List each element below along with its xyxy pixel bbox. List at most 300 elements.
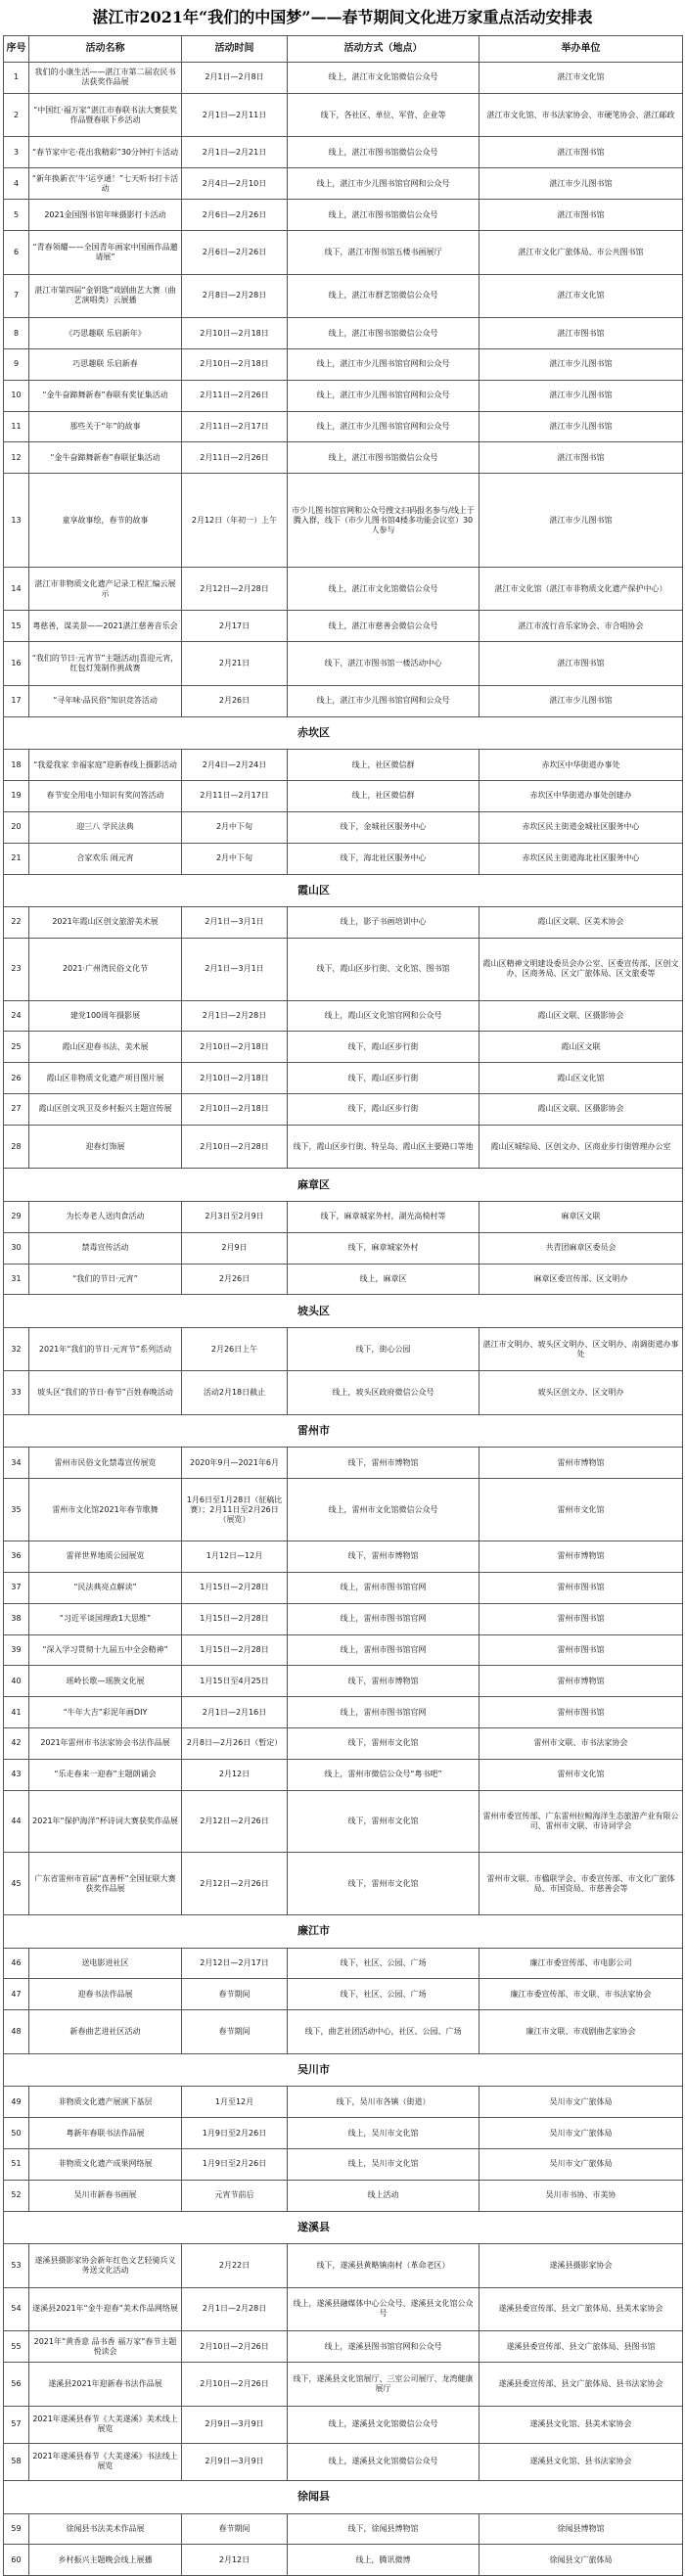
section-title: 徐闻县 bbox=[4, 2481, 683, 2513]
cell-organizer: 廉江市委宣传部、市电影公司 bbox=[480, 1948, 683, 1979]
cell-index: 19 bbox=[4, 781, 29, 812]
cell-organizer: 湛江市少儿图书馆 bbox=[480, 685, 683, 716]
table-row bbox=[4, 750, 683, 781]
table-row bbox=[4, 1697, 683, 1728]
cell-activity-time: 2月12日 bbox=[182, 2545, 288, 2576]
cell-activity-time: 2月12日（年初一）上午 bbox=[182, 474, 288, 568]
cell-organizer: 霞山区文联 bbox=[480, 1032, 683, 1063]
table-row bbox=[4, 811, 683, 843]
table-row bbox=[4, 906, 683, 938]
cell-activity-time: 1月6日至1月28日（征稿比赛）；2月11日至2月26日（展览） bbox=[182, 1479, 288, 1541]
cell-activity-name: 湛江市非物质文化遗产记录工程汇编云展示 bbox=[29, 567, 182, 611]
cell-organizer: 坡头区创文办、区文明办 bbox=[480, 1371, 683, 1415]
cell-activity-way: 线上，雷州市图书馆官网 bbox=[288, 1697, 480, 1728]
cell-activity-way: 线下，雷州市博物馆 bbox=[288, 1666, 480, 1697]
cell-index: 37 bbox=[4, 1572, 29, 1603]
cell-organizer: 遂溪县委宣传部、县文广旅体局、县图书馆 bbox=[480, 2331, 683, 2363]
cell-index: 10 bbox=[4, 380, 29, 411]
cell-activity-way: 线上，雷州市图书馆官网 bbox=[288, 1603, 480, 1634]
cell-organizer: 湛江市文化馆 bbox=[480, 63, 683, 94]
cell-organizer: 湛江市图书馆 bbox=[480, 137, 683, 168]
cell-index: 41 bbox=[4, 1697, 29, 1728]
cell-activity-name: 2021年霞山区创文旅游美术展 bbox=[29, 906, 182, 938]
cell-organizer: 雷州市委宣传部、广东雷州拉鲸海洋生态旅游产业有限公司、雷州市文联、市诗词学会 bbox=[480, 1790, 683, 1853]
cell-organizer: 廉江市委宣传部、市文联、市书法家协会 bbox=[480, 1979, 683, 2010]
cell-activity-name: 我们的小康生活——湛江市第二届农民书法获奖作品展 bbox=[29, 63, 182, 94]
cell-activity-way: 线下，雷州市文化馆 bbox=[288, 1728, 480, 1760]
cell-organizer: 赤坎区中华街道办事处 bbox=[480, 750, 683, 781]
cell-activity-time: 春节期间 bbox=[182, 2010, 288, 2054]
cell-activity-name: 迎春书法作品展 bbox=[29, 1979, 182, 2010]
table-row bbox=[4, 230, 683, 274]
cell-activity-way: 线下，社区、公园、广场 bbox=[288, 1979, 480, 2010]
cell-activity-name: 迎三八 学民法典 bbox=[29, 811, 182, 843]
cell-organizer: 雷州市文联、市书法家协会 bbox=[480, 1728, 683, 1760]
cell-activity-time: 2月9日—3月9日 bbox=[182, 2443, 288, 2480]
cell-index: 18 bbox=[4, 750, 29, 781]
cell-organizer: 共青团麻章区委员会 bbox=[480, 1232, 683, 1264]
cell-activity-time: 春节期间 bbox=[182, 1979, 288, 2010]
table-row bbox=[4, 93, 683, 137]
cell-activity-way: 线下，霞山区步行街 bbox=[288, 1032, 480, 1063]
table-row bbox=[4, 642, 683, 686]
cell-activity-way: 线下，街心公园 bbox=[288, 1327, 480, 1371]
cell-index: 22 bbox=[4, 906, 29, 938]
table-row bbox=[4, 1000, 683, 1032]
cell-index: 50 bbox=[4, 2118, 29, 2149]
cell-activity-name: 霞山区迎春书法、美术展 bbox=[29, 1032, 182, 1063]
cell-activity-way: 线上，湛江市少儿图书馆官网和公众号 bbox=[288, 685, 480, 716]
cell-index: 25 bbox=[4, 1032, 29, 1063]
cell-index: 14 bbox=[4, 567, 29, 611]
cell-organizer: 湛江市少儿图书馆 bbox=[480, 411, 683, 442]
cell-activity-time: 2月1日—2月16日 bbox=[182, 1697, 288, 1728]
cell-activity-time: 2月1日—2月21日 bbox=[182, 137, 288, 168]
section-title: 坡头区 bbox=[4, 1295, 683, 1327]
table-row bbox=[4, 1032, 683, 1063]
cell-activity-name: 巧思趣联 乐启新春 bbox=[29, 348, 182, 380]
cell-activity-way: 线上，湛江市图书馆微信公众号 bbox=[288, 137, 480, 168]
cell-organizer: 吴川市文广旅体局 bbox=[480, 2087, 683, 2118]
cell-organizer: 赤坎区民主街道金城社区服务中心 bbox=[480, 811, 683, 843]
cell-activity-time: 2月10日—2月28日 bbox=[182, 1125, 288, 1169]
table-row bbox=[4, 2244, 683, 2288]
cell-activity-time: 2月22日 bbox=[182, 2244, 288, 2288]
table-row bbox=[4, 1572, 683, 1603]
cell-activity-name: 送电影进社区 bbox=[29, 1948, 182, 1979]
cell-activity-time: 活动2月18日截止 bbox=[182, 1371, 288, 1415]
cell-activity-time: 2月11日—2月26日 bbox=[182, 380, 288, 411]
cell-activity-name: 那些关于“年”的故事 bbox=[29, 411, 182, 442]
cell-index: 43 bbox=[4, 1759, 29, 1790]
cell-activity-time: 2月21日 bbox=[182, 642, 288, 686]
cell-activity-way: 线上，遂溪县融媒体中心公众号、遂溪县文化馆公众号 bbox=[288, 2287, 480, 2331]
cell-activity-way: 线下，徐闻县博物馆 bbox=[288, 2513, 480, 2545]
cell-activity-name: 2021年雷州市书法家协会书法作品展 bbox=[29, 1728, 182, 1760]
cell-index: 35 bbox=[4, 1479, 29, 1541]
cell-activity-name: “习近平谈国理政1大思维” bbox=[29, 1603, 182, 1634]
table-row bbox=[4, 2148, 683, 2180]
table-row bbox=[4, 442, 683, 474]
section-title: 麻章区 bbox=[4, 1169, 683, 1201]
cell-activity-time: 2月17日 bbox=[182, 611, 288, 642]
cell-index: 60 bbox=[4, 2545, 29, 2576]
cell-activity-time: 2月8日—2月28日 bbox=[182, 274, 288, 318]
cell-organizer: 霞山区文联、区摄影协会 bbox=[480, 1000, 683, 1032]
table-row bbox=[4, 2363, 683, 2407]
header-organizer: 举办单位 bbox=[480, 36, 683, 63]
cell-activity-name: 建党100周年摄影展 bbox=[29, 1000, 182, 1032]
cell-organizer: 徐闻县博物馆 bbox=[480, 2513, 683, 2545]
section-row bbox=[4, 2053, 683, 2086]
cell-activity-name: 粤慈善，谋美景——2021湛江慈善音乐会 bbox=[29, 611, 182, 642]
cell-organizer: 湛江市流行音乐家协会、市合唱协会 bbox=[480, 611, 683, 642]
cell-activity-time: 2月26日 bbox=[182, 1264, 288, 1295]
cell-organizer: 霞山区文联、区美术协会 bbox=[480, 906, 683, 938]
cell-activity-time: 1月15日—2月28日 bbox=[182, 1603, 288, 1634]
section-row bbox=[4, 2211, 683, 2243]
cell-activity-way: 线上，湛江市少儿图书馆官网和公众号 bbox=[288, 348, 480, 380]
cell-activity-name: 吴川市新春书画展 bbox=[29, 2180, 182, 2211]
table-row bbox=[4, 1327, 683, 1371]
cell-activity-name: 雷州市民俗文化禁毒宣传展览 bbox=[29, 1448, 182, 1479]
cell-index: 39 bbox=[4, 1634, 29, 1666]
table-row bbox=[4, 318, 683, 349]
cell-activity-time: 1月15日—2月28日 bbox=[182, 1634, 288, 1666]
cell-activity-time: 2月1日—2月8日 bbox=[182, 63, 288, 94]
cell-activity-time: 2月12日—2月26日 bbox=[182, 1790, 288, 1853]
cell-activity-way: 线下，海北社区服务中心 bbox=[288, 843, 480, 874]
cell-activity-time: 2月中下旬 bbox=[182, 843, 288, 874]
schedule-table bbox=[3, 35, 683, 2576]
cell-activity-name: 遂溪县2021年“金牛迎春”美术作品网络展 bbox=[29, 2287, 182, 2331]
cell-activity-way: 线上，社区微信群 bbox=[288, 750, 480, 781]
cell-activity-way: 线上活动 bbox=[288, 2180, 480, 2211]
cell-activity-way: 线下，各社区、单位、军营、企业等 bbox=[288, 93, 480, 137]
cell-activity-name: “我爱我家 幸福家庭”迎新春线上摄影活动 bbox=[29, 750, 182, 781]
cell-organizer: 雷州市文化馆 bbox=[480, 1479, 683, 1541]
cell-activity-name: 春节安全用电小知识有奖问答活动 bbox=[29, 781, 182, 812]
table-row bbox=[4, 2287, 683, 2331]
cell-activity-way: 线下，湛江市图书馆一楼活动中心 bbox=[288, 642, 480, 686]
cell-organizer: 湛江市文明办、坡头区文明办、区文明办、南调街道办事处 bbox=[480, 1327, 683, 1371]
table-row bbox=[4, 1094, 683, 1126]
cell-activity-way: 线下，吴川市各镇（街道） bbox=[288, 2087, 480, 2118]
cell-activity-name: “春节家中宅·花出我精彩”30分钟打卡活动 bbox=[29, 137, 182, 168]
table-row bbox=[4, 611, 683, 642]
cell-organizer: 赤坎区民主街道海北社区服务中心 bbox=[480, 843, 683, 874]
table-row bbox=[4, 843, 683, 874]
cell-index: 3 bbox=[4, 137, 29, 168]
cell-activity-way: 线下，湛江市图书馆五楼书画展厅 bbox=[288, 230, 480, 274]
cell-activity-way: 线上，遂溪县文化馆微信公众号 bbox=[288, 2443, 480, 2480]
cell-organizer: 湛江市文化馆 bbox=[480, 274, 683, 318]
cell-activity-way: 线下，社区、公园、广场 bbox=[288, 1948, 480, 1979]
cell-organizer: 遂溪县摄影家协会 bbox=[480, 2244, 683, 2288]
cell-activity-way: 线下，雷州市博物馆 bbox=[288, 1541, 480, 1572]
cell-activity-time: 2月4日—2月10日 bbox=[182, 168, 288, 200]
cell-activity-name: 2021年遂溪县春节《大美遂溪》美术线上展览 bbox=[29, 2406, 182, 2443]
cell-activity-way: 线上，遂溪县文化馆微信公众号 bbox=[288, 2406, 480, 2443]
cell-activity-name: 遂溪县2021年迎新春书法作品展 bbox=[29, 2363, 182, 2407]
cell-activity-way: 线上，吴川市文化馆 bbox=[288, 2148, 480, 2180]
cell-activity-way: 线下，雷州市博物馆 bbox=[288, 1448, 480, 1479]
cell-activity-name: 雷祥世界地质公园展览 bbox=[29, 1541, 182, 1572]
cell-index: 56 bbox=[4, 2363, 29, 2407]
table-row bbox=[4, 168, 683, 200]
cell-activity-way: 线下，霞山区步行街 bbox=[288, 1063, 480, 1094]
cell-index: 31 bbox=[4, 1264, 29, 1295]
cell-activity-way: 线下，金城社区服务中心 bbox=[288, 811, 480, 843]
cell-activity-name: 霞山区非物质文化遗产项目图片展 bbox=[29, 1063, 182, 1094]
cell-organizer: 雷州市文联、市楹联学会、市委宣传部、市文化广旅体局、市国资局、市慈善会等 bbox=[480, 1853, 683, 1915]
cell-activity-time: 2月10日—2月26日 bbox=[182, 2363, 288, 2407]
cell-activity-time: 2月11日—2月17日 bbox=[182, 411, 288, 442]
cell-activity-way: 线下，遂溪县文化馆展厅、三室公司展厅、龙湾健康展厅 bbox=[288, 2363, 480, 2407]
table-row bbox=[4, 938, 683, 1000]
cell-organizer: 霞山区文化馆 bbox=[480, 1063, 683, 1094]
cell-activity-time: 1月15日—2月28日 bbox=[182, 1572, 288, 1603]
cell-organizer: 雷州市博物馆 bbox=[480, 1541, 683, 1572]
table-row bbox=[4, 1125, 683, 1169]
table-row bbox=[4, 2406, 683, 2443]
cell-index: 33 bbox=[4, 1371, 29, 1415]
cell-organizer: 吴川市文广旅体局 bbox=[480, 2118, 683, 2149]
table-row bbox=[4, 1201, 683, 1232]
cell-activity-name: “中国红·福万家”湛江市春联书法大赛获奖作品暨春联下乡活动 bbox=[29, 93, 182, 137]
cell-index: 42 bbox=[4, 1728, 29, 1760]
cell-organizer: 遂溪县委宣传部、县文广旅体局、县书法家协会 bbox=[480, 2363, 683, 2407]
cell-activity-way: 线下，遂溪县黄略镇南村（革命老区） bbox=[288, 2244, 480, 2288]
table-row bbox=[4, 348, 683, 380]
cell-activity-way: 线上，湛江市慈善会微信公众号 bbox=[288, 611, 480, 642]
cell-index: 13 bbox=[4, 474, 29, 568]
cell-activity-time: 1月12日—12月 bbox=[182, 1541, 288, 1572]
cell-index: 21 bbox=[4, 843, 29, 874]
cell-activity-time: 2月10日—2月18日 bbox=[182, 1063, 288, 1094]
cell-activity-name: 为长寿老人送肉食活动 bbox=[29, 1201, 182, 1232]
cell-organizer: 雷州市图书馆 bbox=[480, 1697, 683, 1728]
cell-index: 4 bbox=[4, 168, 29, 200]
cell-activity-way: 线下，霞山区步行街 bbox=[288, 1094, 480, 1126]
cell-activity-time: 2月11日—2月17日 bbox=[182, 781, 288, 812]
cell-organizer: 霞山区城综局、区创文办、区商业步行街管理办公室 bbox=[480, 1125, 683, 1169]
cell-activity-way: 线上，雷州市微信公众号“粤书吧” bbox=[288, 1759, 480, 1790]
cell-activity-name: 2021年“黄香意 品书香 福万家”春节主题悦读会 bbox=[29, 2331, 182, 2363]
cell-activity-way: 线上，雷州市图书馆官网 bbox=[288, 1572, 480, 1603]
cell-organizer: 雷州市文化馆 bbox=[480, 1759, 683, 1790]
cell-organizer: 湛江市图书馆 bbox=[480, 318, 683, 349]
cell-activity-name: “乐走春来一迎春”主题朗诵会 bbox=[29, 1759, 182, 1790]
cell-activity-name: 徐闻县书法美术作品展 bbox=[29, 2513, 182, 2545]
cell-organizer: 湛江市文化馆（湛江市非物质文化遗产保护中心） bbox=[480, 567, 683, 611]
header-activity-way: 活动方式（地点） bbox=[288, 36, 480, 63]
cell-activity-name: 非物质文化遗产成果网络展 bbox=[29, 2148, 182, 2180]
table-row bbox=[4, 380, 683, 411]
cell-activity-time: 1月至12月 bbox=[182, 2087, 288, 2118]
section-row bbox=[4, 716, 683, 749]
cell-activity-time: 2月1日—3月1日 bbox=[182, 906, 288, 938]
cell-activity-way: 线下，雷州市文化馆 bbox=[288, 1790, 480, 1853]
cell-index: 6 bbox=[4, 230, 29, 274]
cell-activity-way: 线上，湛江市文化馆微信公众号 bbox=[288, 567, 480, 611]
cell-activity-name: 遂溪县摄影家协会新年红色文艺轻骑兵义务送文化活动 bbox=[29, 2244, 182, 2288]
cell-activity-way: 线下，雷州市文化馆 bbox=[288, 1853, 480, 1915]
cell-activity-way: 线上，雷州市图书馆官网 bbox=[288, 1634, 480, 1666]
cell-activity-name: 雷州市文化馆2021年春节歌舞 bbox=[29, 1479, 182, 1541]
table-row bbox=[4, 1666, 683, 1697]
cell-activity-way: 线上，湛江市文化馆微信公众号 bbox=[288, 63, 480, 94]
cell-organizer: 雷州市图书馆 bbox=[480, 1634, 683, 1666]
cell-activity-name: “我们的节日·元宵节”主题活动|喜迎元宵，红包灯笼制作挑战赛 bbox=[29, 642, 182, 686]
header-index: 序号 bbox=[4, 36, 29, 63]
cell-activity-name: 合家欢乐 闹元宵 bbox=[29, 843, 182, 874]
table-row bbox=[4, 2331, 683, 2363]
cell-index: 52 bbox=[4, 2180, 29, 2211]
cell-organizer: 麻章区委宣传部、区文明办 bbox=[480, 1264, 683, 1295]
cell-index: 17 bbox=[4, 685, 29, 716]
section-title: 吴川市 bbox=[4, 2053, 683, 2086]
cell-activity-way: 线上，吴川市文化馆 bbox=[288, 2118, 480, 2149]
table-row bbox=[4, 1853, 683, 1915]
cell-activity-way: 线下，霞山区步行街、特呈岛、霞山区主要路口等地 bbox=[288, 1125, 480, 1169]
cell-activity-time: 2月12日 bbox=[182, 1759, 288, 1790]
cell-index: 44 bbox=[4, 1790, 29, 1853]
cell-index: 48 bbox=[4, 2010, 29, 2054]
cell-activity-time: 2月1日—2月28日 bbox=[182, 1000, 288, 1032]
table-row bbox=[4, 1232, 683, 1264]
cell-organizer: 吴川市书协、市美协 bbox=[480, 2180, 683, 2211]
cell-activity-name: 2021金国图书馆年味摄影打卡活动 bbox=[29, 200, 182, 231]
cell-activity-way: 线下，霞山区步行街、文化馆、图书馆 bbox=[288, 938, 480, 1000]
cell-activity-time: 2月6日—2月26日 bbox=[182, 200, 288, 231]
cell-index: 23 bbox=[4, 938, 29, 1000]
cell-activity-time: 2月12日—2月28日 bbox=[182, 567, 288, 611]
table-row bbox=[4, 474, 683, 568]
cell-index: 2 bbox=[4, 93, 29, 137]
cell-activity-way: 线下，麻章城家外村，湖光高椅村等 bbox=[288, 1201, 480, 1232]
cell-activity-name: “牛年大吉”彩泥年画DIY bbox=[29, 1697, 182, 1728]
cell-index: 46 bbox=[4, 1948, 29, 1979]
cell-activity-time: 2月3日至2月9日 bbox=[182, 1201, 288, 1232]
table-row bbox=[4, 411, 683, 442]
cell-organizer: 廉江市文联、市戏剧曲艺家协会 bbox=[480, 2010, 683, 2054]
table-row bbox=[4, 1979, 683, 2010]
cell-activity-name: “金牛奋蹄舞新春”春联征集活动 bbox=[29, 442, 182, 474]
section-title: 雷州市 bbox=[4, 1415, 683, 1448]
cell-organizer: 湛江市图书馆 bbox=[480, 200, 683, 231]
table-row bbox=[4, 1063, 683, 1094]
table-row bbox=[4, 2118, 683, 2149]
table-row bbox=[4, 1759, 683, 1790]
cell-activity-way: 线上，社区微信群 bbox=[288, 781, 480, 812]
cell-activity-time: 2月1日—3月1日 bbox=[182, 938, 288, 1000]
cell-organizer: 雷州市图书馆 bbox=[480, 1603, 683, 1634]
cell-organizer: 雷州市博物馆 bbox=[480, 1666, 683, 1697]
cell-index: 59 bbox=[4, 2513, 29, 2545]
section-title: 赤坎区 bbox=[4, 716, 683, 749]
cell-activity-time: 2月26日上午 bbox=[182, 1327, 288, 1371]
cell-index: 54 bbox=[4, 2287, 29, 2331]
section-row bbox=[4, 1295, 683, 1327]
section-title: 霞山区 bbox=[4, 874, 683, 906]
cell-activity-time: 2月9日—3月9日 bbox=[182, 2406, 288, 2443]
cell-organizer: 雷州市图书馆 bbox=[480, 1572, 683, 1603]
table-row bbox=[4, 2545, 683, 2576]
cell-index: 27 bbox=[4, 1094, 29, 1126]
section-row bbox=[4, 1915, 683, 1948]
cell-organizer: 湛江市少儿图书馆 bbox=[480, 474, 683, 568]
cell-activity-time: 2月12日—2月26日 bbox=[182, 1853, 288, 1915]
cell-organizer: 遂溪县文化馆、县美术家协会 bbox=[480, 2406, 683, 2443]
cell-activity-time: 2月10日—2月26日 bbox=[182, 2331, 288, 2363]
cell-activity-way: 线下，曲艺社团活动中心，社区、公园、广场 bbox=[288, 2010, 480, 2054]
cell-activity-way: 线上，麻章区 bbox=[288, 1264, 480, 1295]
table-row bbox=[4, 274, 683, 318]
cell-organizer: 遂溪县文化馆、县书法家协会 bbox=[480, 2443, 683, 2480]
cell-index: 12 bbox=[4, 442, 29, 474]
cell-activity-time: 春节期间 bbox=[182, 2513, 288, 2545]
cell-activity-time: 2月26日 bbox=[182, 685, 288, 716]
cell-activity-time: 2月6日—2月26日 bbox=[182, 230, 288, 274]
cell-activity-way: 线上，霞山区文化馆官网和公众号 bbox=[288, 1000, 480, 1032]
cell-organizer: 湛江市文化广旅体局、市公共图书馆 bbox=[480, 230, 683, 274]
cell-activity-way: 线上，湛江市少儿图书馆官网和公众号 bbox=[288, 380, 480, 411]
cell-index: 47 bbox=[4, 1979, 29, 2010]
cell-activity-time: 2020年9月—2021年6月 bbox=[182, 1448, 288, 1479]
cell-activity-name: “寻年味·品民俗”知识竞答活动 bbox=[29, 685, 182, 716]
cell-activity-way: 线上，腾讯微博 bbox=[288, 2545, 480, 2576]
cell-activity-time: 2月10日—2月18日 bbox=[182, 348, 288, 380]
cell-activity-time: 2月1日—2月28日 bbox=[182, 2287, 288, 2331]
cell-index: 7 bbox=[4, 274, 29, 318]
cell-activity-name: 乡村振兴主题晚会线上展播 bbox=[29, 2545, 182, 2576]
cell-activity-way: 市少儿图书馆官网和公众号搜文扫码报名参与/线上于腾入群，线下（市少儿图书馆4楼多功能会议室）30人参与 bbox=[288, 474, 480, 568]
cell-index: 53 bbox=[4, 2244, 29, 2288]
cell-activity-name: “深入学习贯彻十九届五中全会精神” bbox=[29, 1634, 182, 1666]
cell-activity-time: 2月12日—2月17日 bbox=[182, 1948, 288, 1979]
table-row bbox=[4, 2087, 683, 2118]
cell-activity-name: 非物质文化遗产展演下基层 bbox=[29, 2087, 182, 2118]
cell-organizer: 雷州市博物馆 bbox=[480, 1448, 683, 1479]
table-row bbox=[4, 200, 683, 231]
table-header-row bbox=[4, 36, 683, 63]
cell-organizer: 湛江市文化馆、市书法家协会、市硬笔协会、湛江邮政 bbox=[480, 93, 683, 137]
cell-activity-name: 新春曲艺进社区活动 bbox=[29, 2010, 182, 2054]
table-row bbox=[4, 1541, 683, 1572]
cell-activity-time: 2月9日 bbox=[182, 1232, 288, 1264]
table-row bbox=[4, 685, 683, 716]
cell-organizer: 霞山区文联、区摄影协会 bbox=[480, 1094, 683, 1126]
table-row bbox=[4, 567, 683, 611]
cell-activity-way: 线上，遂溪县图书馆官网和公众号 bbox=[288, 2331, 480, 2363]
cell-organizer: 赤坎区中华街道办事处创建办 bbox=[480, 781, 683, 812]
section-row bbox=[4, 1169, 683, 1201]
cell-activity-time: 1月9日至2月26日 bbox=[182, 2118, 288, 2149]
cell-activity-name: 广东省雷州市首届“直善杯”全国征联大赛获奖作品展 bbox=[29, 1853, 182, 1915]
cell-organizer: 湛江市少儿图书馆 bbox=[480, 380, 683, 411]
cell-index: 40 bbox=[4, 1666, 29, 1697]
cell-activity-way: 线上，坡头区政府微信公众号 bbox=[288, 1371, 480, 1415]
cell-activity-way: 线上，湛江市图书馆微信公众号 bbox=[288, 442, 480, 474]
cell-activity-time: 2月4日—2月24日 bbox=[182, 750, 288, 781]
cell-activity-way: 线上，影子书画培训中心 bbox=[288, 906, 480, 938]
cell-activity-time: 2月11日—2月26日 bbox=[182, 442, 288, 474]
table-row bbox=[4, 1371, 683, 1415]
cell-index: 16 bbox=[4, 642, 29, 686]
cell-organizer: 吴川市文广旅体局 bbox=[480, 2148, 683, 2180]
table-row bbox=[4, 2443, 683, 2480]
